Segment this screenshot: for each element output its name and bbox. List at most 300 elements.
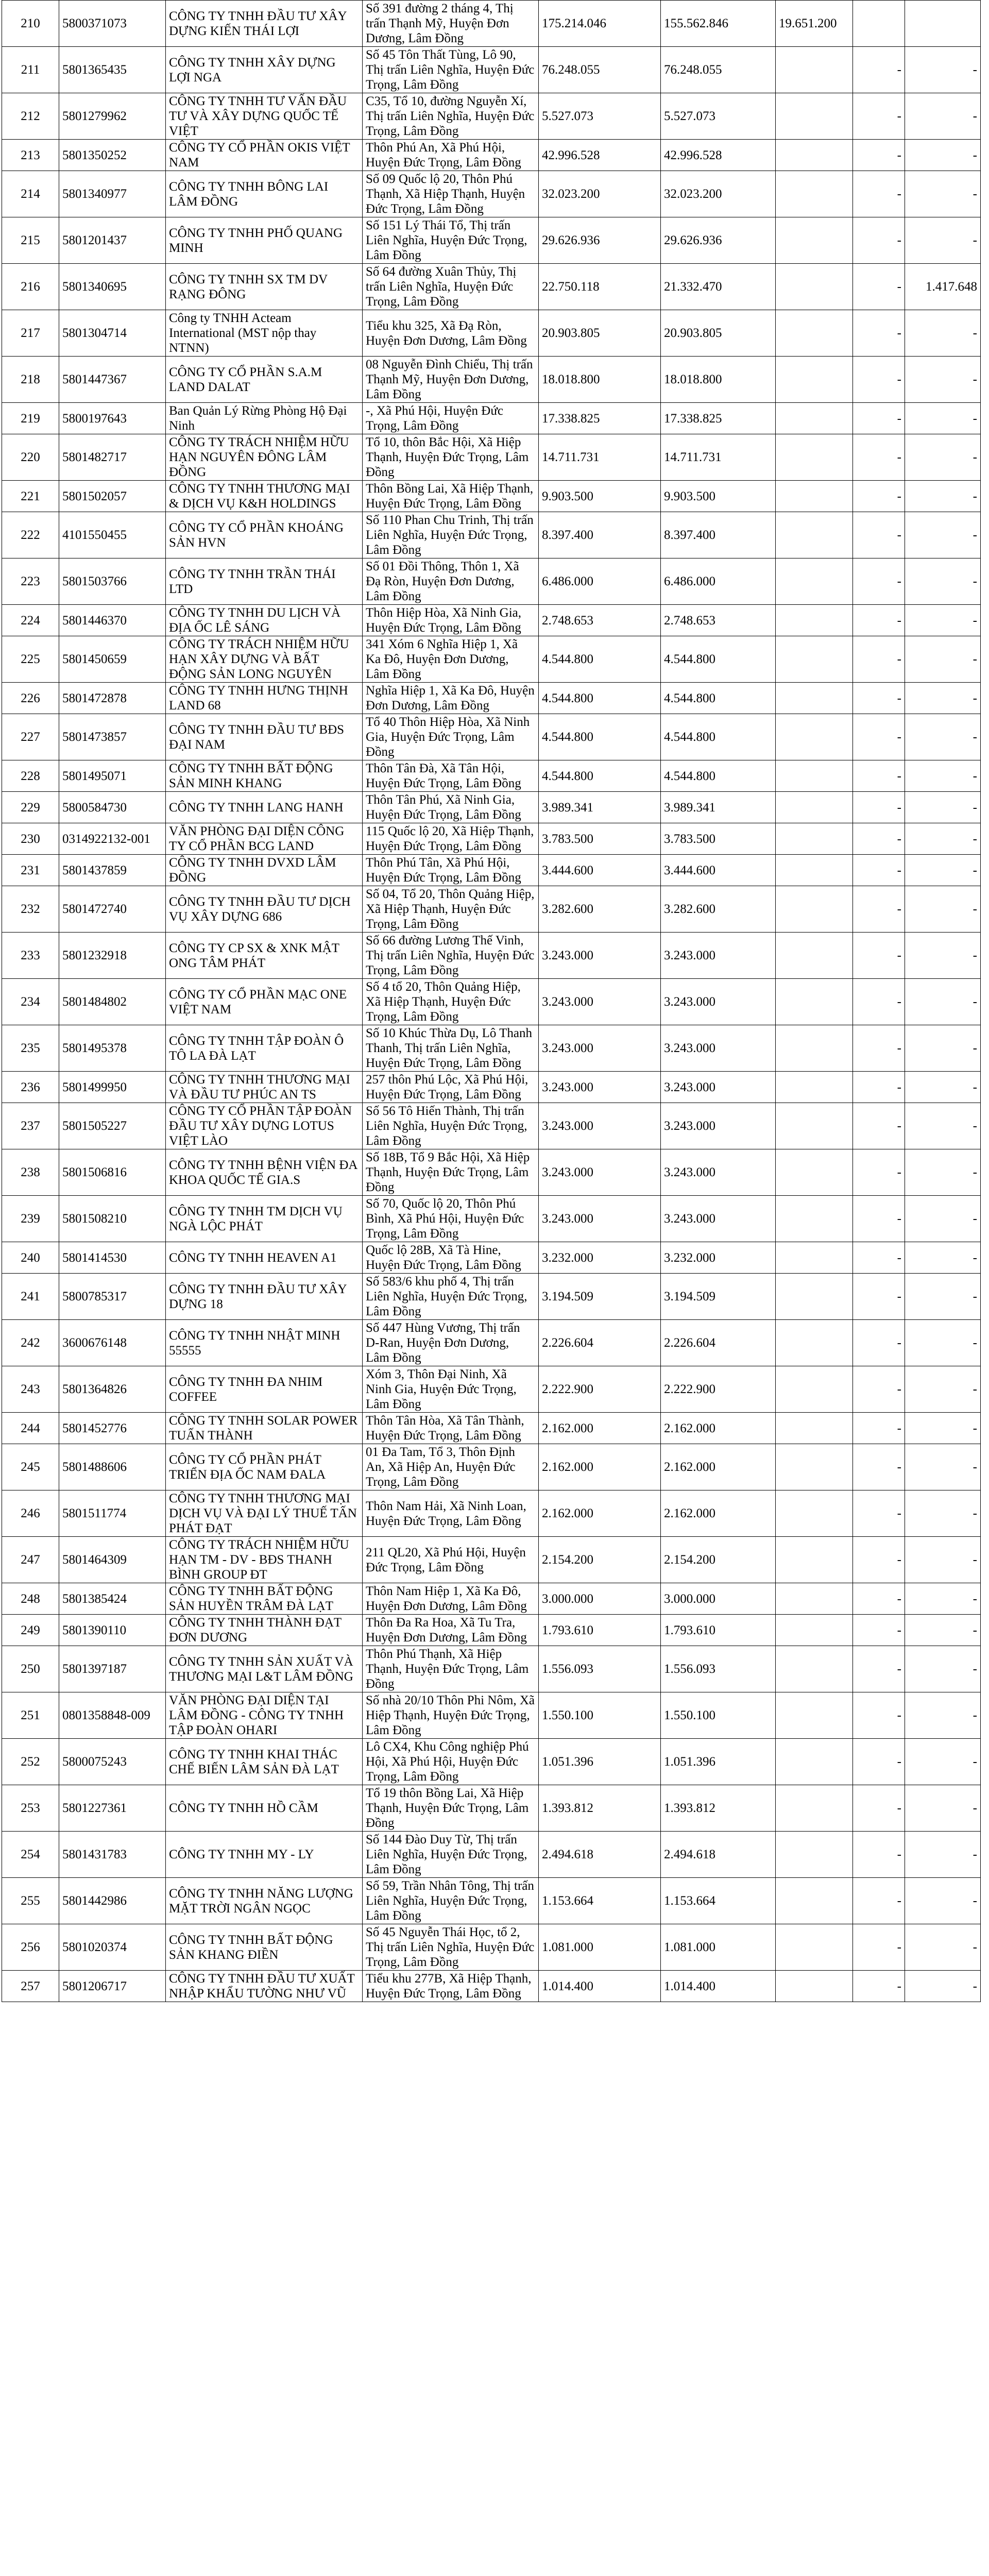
company-address: Số 66 đường Lương Thế Vinh, Thị trấn Liên Nghĩa, Huyện Đức Trọng, Lâm Đồng <box>363 933 539 979</box>
total-debt: 3.243.000 <box>539 1149 661 1196</box>
debt-column-4: - <box>853 1072 905 1103</box>
table-row <box>2 933 981 979</box>
company-address: Số 59, Trần Nhân Tông, Thị trấn Liên Nghĩa, Huyện Đức Trọng, Lâm Đồng <box>363 1878 539 1924</box>
tax-code: 5801511774 <box>59 1490 166 1537</box>
debt-column-2: 3.194.509 <box>661 1274 776 1320</box>
debt-column-3 <box>776 1583 853 1615</box>
total-debt: 22.750.118 <box>539 264 661 310</box>
debt-column-4: - <box>853 1242 905 1274</box>
company-address: Số 583/6 khu phố 4, Thị trấn Liên Nghĩa, Huyện Đức Trọng, Lâm Đồng <box>363 1274 539 1320</box>
company-name: CÔNG TY TNHH ĐẦU TƯ XUẤT NHẬP KHẨU TƯỜNG NHƯ VŨ <box>166 1971 363 2002</box>
debt-column-2: 3.243.000 <box>661 979 776 1025</box>
company-name: CÔNG TY CỔ PHẦN KHOÁNG SẢN HVN <box>166 512 363 558</box>
debt-column-4: - <box>853 558 905 605</box>
debt-column-4: - <box>853 886 905 933</box>
debt-column-5: - <box>905 1878 981 1924</box>
debt-column-3 <box>776 93 853 140</box>
company-address: Số nhà 20/10 Thôn Phi Nôm, Xã Hiệp Thạnh, Huyện Đức Trọng, Lâm Đồng <box>363 1692 539 1739</box>
row-number: 253 <box>2 1785 59 1832</box>
table-row <box>2 357 981 403</box>
company-name: CÔNG TY TNHH BẤT ĐỘNG SẢN MINH KHANG <box>166 760 363 792</box>
company-name: CÔNG TY TNHH BẤT ĐỘNG SẢN HUYỀN TRÂM ĐÀ LẠT <box>166 1583 363 1615</box>
row-number: 211 <box>2 47 59 93</box>
total-debt: 2.226.604 <box>539 1320 661 1366</box>
company-name: CÔNG TY TRÁCH NHIỆM HỮU HẠN NGUYÊN ĐÔNG LÂM ĐỒNG <box>166 434 363 481</box>
debt-column-2: 3.243.000 <box>661 933 776 979</box>
company-name: CÔNG TY TNHH BẤT ĐỘNG SẢN KHANG ĐIỀN <box>166 1924 363 1971</box>
debt-column-3 <box>776 1072 853 1103</box>
debt-column-5: - <box>905 823 981 855</box>
row-number: 242 <box>2 1320 59 1366</box>
debt-column-5: - <box>905 171 981 217</box>
table-row <box>2 558 981 605</box>
debt-column-4: - <box>853 979 905 1025</box>
debt-column-3 <box>776 855 853 886</box>
debt-column-3 <box>776 605 853 636</box>
tax-code: 5800371073 <box>59 1 166 47</box>
debt-column-3 <box>776 636 853 683</box>
company-name: CÔNG TY TNHH SX TM DV RẠNG ĐÔNG <box>166 264 363 310</box>
debt-column-4: - <box>853 1615 905 1646</box>
tax-code: 5801499950 <box>59 1072 166 1103</box>
debt-column-4: - <box>853 1025 905 1072</box>
company-name: CÔNG TY TNHH THƯƠNG MẠI DỊCH VỤ VÀ ĐẠI LÝ THUẾ TẤN PHÁT ĐẠT <box>166 1490 363 1537</box>
debt-column-3 <box>776 1366 853 1413</box>
debt-column-5: - <box>905 886 981 933</box>
company-address: Số 70, Quốc lộ 20, Thôn Phú Bình, Xã Phú Hội, Huyện Đức Trọng, Lâm Đồng <box>363 1196 539 1242</box>
debt-column-4: - <box>853 683 905 714</box>
tax-code: 5801279962 <box>59 93 166 140</box>
row-number: 250 <box>2 1646 59 1692</box>
table-row <box>2 512 981 558</box>
debt-column-4: - <box>853 855 905 886</box>
table-row <box>2 1537 981 1583</box>
tax-code: 5801452776 <box>59 1413 166 1444</box>
tax-code: 5801414530 <box>59 1242 166 1274</box>
company-address: Nghĩa Hiệp 1, Xã Ka Đô, Huyện Đơn Dương, Lâm Đồng <box>363 683 539 714</box>
tax-code: 5801447367 <box>59 357 166 403</box>
tax-code: 5801431783 <box>59 1832 166 1878</box>
total-debt: 9.903.500 <box>539 481 661 512</box>
company-address: Số 04, Tổ 20, Thôn Quảng Hiệp, Xã Hiệp Thạnh, Huyện Đức Trọng, Lâm Đồng <box>363 886 539 933</box>
row-number: 236 <box>2 1072 59 1103</box>
debt-column-2: 3.232.000 <box>661 1242 776 1274</box>
table-row <box>2 636 981 683</box>
row-number: 227 <box>2 714 59 760</box>
debt-column-3 <box>776 434 853 481</box>
debt-column-2: 2.748.653 <box>661 605 776 636</box>
debt-column-2: 4.544.800 <box>661 714 776 760</box>
table-row <box>2 855 981 886</box>
total-debt: 3.243.000 <box>539 1072 661 1103</box>
company-name: CÔNG TY TNHH NHẬT MINH 55555 <box>166 1320 363 1366</box>
debt-column-5: - <box>905 47 981 93</box>
tax-code: 5801232918 <box>59 933 166 979</box>
row-number: 233 <box>2 933 59 979</box>
tax-code: 5801442986 <box>59 1878 166 1924</box>
debt-column-2: 2.162.000 <box>661 1490 776 1537</box>
total-debt: 3.243.000 <box>539 979 661 1025</box>
total-debt: 2.162.000 <box>539 1413 661 1444</box>
debt-column-5: - <box>905 979 981 1025</box>
company-address: Số 10 Khúc Thừa Dụ, Lô Thanh Thanh, Thị trấn Liên Nghĩa, Huyện Đức Trọng, Lâm Đồng <box>363 1025 539 1072</box>
debt-column-4: - <box>853 434 905 481</box>
debt-column-5: - <box>905 217 981 264</box>
debt-column-5: - <box>905 1149 981 1196</box>
row-number: 224 <box>2 605 59 636</box>
total-debt: 1.393.812 <box>539 1785 661 1832</box>
tax-code: 5801206717 <box>59 1971 166 2002</box>
debt-column-2: 4.544.800 <box>661 760 776 792</box>
debt-column-4: - <box>853 1413 905 1444</box>
debt-column-3 <box>776 1274 853 1320</box>
debt-column-3 <box>776 1025 853 1072</box>
company-address: Số 64 đường Xuân Thủy, Thị trấn Liên Nghĩa, Huyện Đức Trọng, Lâm Đồng <box>363 264 539 310</box>
row-number: 241 <box>2 1274 59 1320</box>
total-debt: 3.444.600 <box>539 855 661 886</box>
table-row <box>2 93 981 140</box>
debt-column-2: 1.051.396 <box>661 1739 776 1785</box>
debt-column-2: 18.018.800 <box>661 357 776 403</box>
company-address: Số 144 Đào Duy Từ, Thị trấn Liên Nghĩa, Huyện Đức Trọng, Lâm Đồng <box>363 1832 539 1878</box>
row-number: 231 <box>2 855 59 886</box>
row-number: 229 <box>2 792 59 823</box>
company-address: Số 151 Lý Thái Tổ, Thị trấn Liên Nghĩa, Huyện Đức Trọng, Lâm Đồng <box>363 217 539 264</box>
debt-column-3 <box>776 1646 853 1692</box>
total-debt: 4.544.800 <box>539 760 661 792</box>
debt-column-3 <box>776 683 853 714</box>
debt-column-5: - <box>905 1103 981 1149</box>
table-row <box>2 1615 981 1646</box>
tax-code: 5801227361 <box>59 1785 166 1832</box>
table-row <box>2 1366 981 1413</box>
table-row <box>2 217 981 264</box>
tax-code: 5801472740 <box>59 886 166 933</box>
table-row <box>2 1739 981 1785</box>
total-debt: 3.000.000 <box>539 1583 661 1615</box>
debt-column-3 <box>776 310 853 357</box>
debt-column-3 <box>776 47 853 93</box>
debt-column-3 <box>776 357 853 403</box>
debt-column-3 <box>776 1878 853 1924</box>
total-debt: 1.051.396 <box>539 1739 661 1785</box>
total-debt: 3.243.000 <box>539 933 661 979</box>
debt-column-3 <box>776 481 853 512</box>
debt-column-4: - <box>853 933 905 979</box>
debt-column-4: - <box>853 1274 905 1320</box>
debt-column-2: 155.562.846 <box>661 1 776 47</box>
table-row <box>2 1971 981 2002</box>
table-row <box>2 47 981 93</box>
debt-column-4: - <box>853 1583 905 1615</box>
debt-column-2: 20.903.805 <box>661 310 776 357</box>
debt-column-4: - <box>853 1196 905 1242</box>
debt-column-3 <box>776 140 853 171</box>
table-row <box>2 760 981 792</box>
debt-column-2: 2.222.900 <box>661 1366 776 1413</box>
total-debt: 2.748.653 <box>539 605 661 636</box>
company-address: Thôn Nam Hiệp 1, Xã Ka Đô, Huyện Đơn Dương, Lâm Đồng <box>363 1583 539 1615</box>
tax-code: 0314922132-001 <box>59 823 166 855</box>
company-address: Thôn Phú An, Xã Phú Hội, Huyện Đức Trọng, Lâm Đồng <box>363 140 539 171</box>
tax-code: 5801340977 <box>59 171 166 217</box>
tax-code: 5801506816 <box>59 1149 166 1196</box>
company-name: CÔNG TY TNHH TƯ VẤN ĐẦU TƯ VÀ XÂY DỰNG QUỐC TẾ VIỆT <box>166 93 363 140</box>
tax-code: 5801488606 <box>59 1444 166 1490</box>
debt-column-2: 3.243.000 <box>661 1149 776 1196</box>
row-number: 218 <box>2 357 59 403</box>
debt-column-2: 1.081.000 <box>661 1924 776 1971</box>
tax-code: 5801020374 <box>59 1924 166 1971</box>
table-row <box>2 1072 981 1103</box>
debt-column-3 <box>776 1242 853 1274</box>
table-row <box>2 605 981 636</box>
company-address: Thôn Tân Đà, Xã Tân Hội, Huyện Đức Trọng, Lâm Đồng <box>363 760 539 792</box>
row-number: 257 <box>2 1971 59 2002</box>
row-number: 220 <box>2 434 59 481</box>
debt-column-4: - <box>853 760 905 792</box>
debt-column-3 <box>776 979 853 1025</box>
table-row <box>2 1 981 47</box>
row-number: 254 <box>2 1832 59 1878</box>
row-number: 221 <box>2 481 59 512</box>
debt-column-2: 2.154.200 <box>661 1537 776 1583</box>
tax-code: 5801495378 <box>59 1025 166 1072</box>
company-name: CÔNG TY TNHH HỒ CẦM <box>166 1785 363 1832</box>
debt-column-4: - <box>853 171 905 217</box>
table-row <box>2 1646 981 1692</box>
debt-column-4: - <box>853 1646 905 1692</box>
debt-column-2: 2.162.000 <box>661 1413 776 1444</box>
company-address: Số 56 Tô Hiến Thành, Thị trấn Liên Nghĩa, Huyện Đức Trọng, Lâm Đồng <box>363 1103 539 1149</box>
total-debt: 2.494.618 <box>539 1832 661 1878</box>
total-debt: 2.162.000 <box>539 1444 661 1490</box>
row-number: 243 <box>2 1366 59 1413</box>
company-name: CÔNG TY TNHH HƯNG THỊNH LAND 68 <box>166 683 363 714</box>
debt-column-4: - <box>853 1832 905 1878</box>
debt-column-2: 2.162.000 <box>661 1444 776 1490</box>
debt-column-5: 1.417.648 <box>905 264 981 310</box>
debt-column-2: 1.556.093 <box>661 1646 776 1692</box>
tax-code: 5801385424 <box>59 1583 166 1615</box>
debt-column-4: - <box>853 1490 905 1537</box>
debt-column-4: - <box>853 264 905 310</box>
company-address: Tiểu khu 325, Xã Đạ Ròn, Huyện Đơn Dương, Lâm Đồng <box>363 310 539 357</box>
row-number: 225 <box>2 636 59 683</box>
total-debt: 4.544.800 <box>539 636 661 683</box>
row-number: 210 <box>2 1 59 47</box>
total-debt: 20.903.805 <box>539 310 661 357</box>
debt-column-5: - <box>905 792 981 823</box>
debt-column-5: - <box>905 1366 981 1413</box>
debt-column-5: - <box>905 1615 981 1646</box>
total-debt: 18.018.800 <box>539 357 661 403</box>
debt-column-3 <box>776 760 853 792</box>
table-body <box>2 1 981 2002</box>
tax-code: 5801201437 <box>59 217 166 264</box>
debt-column-5: - <box>905 1924 981 1971</box>
table-row <box>2 171 981 217</box>
debt-column-5: - <box>905 1692 981 1739</box>
debt-column-5: - <box>905 1646 981 1692</box>
company-name: CÔNG TY TNHH ĐẦU TƯ DỊCH VỤ XÂY DỰNG 686 <box>166 886 363 933</box>
debt-column-3 <box>776 1615 853 1646</box>
debt-column-3 <box>776 792 853 823</box>
total-debt: 175.214.046 <box>539 1 661 47</box>
debt-column-4: - <box>853 1971 905 2002</box>
debt-column-4: - <box>853 1739 905 1785</box>
total-debt: 3.194.509 <box>539 1274 661 1320</box>
debt-column-5: - <box>905 357 981 403</box>
debt-column-4: - <box>853 1444 905 1490</box>
tax-code: 5800785317 <box>59 1274 166 1320</box>
company-name: Công ty TNHH Acteam International (MST nộp thay NTNN) <box>166 310 363 357</box>
row-number: 252 <box>2 1739 59 1785</box>
company-address: Tổ 10, thôn Bắc Hội, Xã Hiệp Thạnh, Huyện Đức Trọng, Lâm Đồng <box>363 434 539 481</box>
company-name: CÔNG TY TNHH BỆNH VIỆN ĐA KHOA QUỐC TẾ GIA.S <box>166 1149 363 1196</box>
debt-column-3 <box>776 1103 853 1149</box>
tax-code: 5801350252 <box>59 140 166 171</box>
debt-column-2: 3.243.000 <box>661 1196 776 1242</box>
row-number: 222 <box>2 512 59 558</box>
table-row <box>2 979 981 1025</box>
company-address: Số 01 Đồi Thông, Thôn 1, Xã Đạ Ròn, Huyện Đơn Dương, Lâm Đồng <box>363 558 539 605</box>
row-number: 217 <box>2 310 59 357</box>
company-address: Thôn Bồng Lai, Xã Hiệp Thạnh, Huyện Đức Trọng, Lâm Đồng <box>363 481 539 512</box>
table-row <box>2 1320 981 1366</box>
debt-column-4: - <box>853 792 905 823</box>
company-name: CÔNG TY CP SX & XNK MẬT ONG TÂM PHÁT <box>166 933 363 979</box>
table-row <box>2 1103 981 1149</box>
tax-code: 5801472878 <box>59 683 166 714</box>
debt-column-3 <box>776 264 853 310</box>
tax-code: 5801365435 <box>59 47 166 93</box>
company-address: -, Xã Phú Hội, Huyện Đức Trọng, Lâm Đồng <box>363 403 539 434</box>
tax-code: 5801437859 <box>59 855 166 886</box>
debt-column-5: - <box>905 1413 981 1444</box>
total-debt: 5.527.073 <box>539 93 661 140</box>
debt-column-4: - <box>853 1103 905 1149</box>
table-row <box>2 886 981 933</box>
company-name: CÔNG TY TNHH TRẦN THÁI LTD <box>166 558 363 605</box>
table-row <box>2 1692 981 1739</box>
debt-column-2: 3.000.000 <box>661 1583 776 1615</box>
company-name: CÔNG TY TNHH DVXD LÂM ĐỒNG <box>166 855 363 886</box>
tax-code: 5801340695 <box>59 264 166 310</box>
debt-column-4: - <box>853 1692 905 1739</box>
company-name: CÔNG TY TRÁCH NHIỆM HỮU HẠN XÂY DỰNG VÀ BẤT ĐỘNG SẢN LONG NGUYÊN <box>166 636 363 683</box>
debt-column-5: - <box>905 1196 981 1242</box>
tax-code: 5800197643 <box>59 403 166 434</box>
row-number: 213 <box>2 140 59 171</box>
debt-column-3 <box>776 1320 853 1366</box>
debt-column-2: 8.397.400 <box>661 512 776 558</box>
row-number: 247 <box>2 1537 59 1583</box>
debt-column-4: - <box>853 714 905 760</box>
company-address: Số 45 Nguyễn Thái Học, tổ 2, Thị trấn Liên Nghĩa, Huyện Đức Trọng, Lâm Đồng <box>363 1924 539 1971</box>
company-name: CÔNG TY TNHH ĐA NHIM COFFEE <box>166 1366 363 1413</box>
debt-column-3 <box>776 886 853 933</box>
row-number: 255 <box>2 1878 59 1924</box>
tax-code: 3600676148 <box>59 1320 166 1366</box>
debt-column-4: - <box>853 1878 905 1924</box>
company-name: CÔNG TY TNHH NĂNG LƯỢNG MẶT TRỜI NGÂN NGỌC <box>166 1878 363 1924</box>
debt-column-4: - <box>853 481 905 512</box>
debt-column-3 <box>776 512 853 558</box>
company-name: CÔNG TY TNHH ĐẦU TƯ XÂY DỰNG 18 <box>166 1274 363 1320</box>
tax-code: 4101550455 <box>59 512 166 558</box>
table-row <box>2 1274 981 1320</box>
total-debt: 2.222.900 <box>539 1366 661 1413</box>
table-row <box>2 1832 981 1878</box>
debt-column-2: 9.903.500 <box>661 481 776 512</box>
total-debt: 76.248.055 <box>539 47 661 93</box>
company-name: CÔNG TY TNHH TM DỊCH VỤ NGÀ LỘC PHÁT <box>166 1196 363 1242</box>
company-address: 115 Quốc lộ 20, Xã Hiệp Thạnh, Huyện Đức Trọng, Lâm Đồng <box>363 823 539 855</box>
company-name: VĂN PHÒNG ĐẠI DIỆN CÔNG TY CỔ PHẦN BCG LAND <box>166 823 363 855</box>
table-row <box>2 1785 981 1832</box>
debt-column-3 <box>776 171 853 217</box>
company-address: Quốc lộ 28B, Xã Tà Hine, Huyện Đức Trọng, Lâm Đồng <box>363 1242 539 1274</box>
table-row <box>2 792 981 823</box>
debt-column-2: 21.332.470 <box>661 264 776 310</box>
debt-column-3 <box>776 1832 853 1878</box>
table-row <box>2 1149 981 1196</box>
debt-column-3 <box>776 1196 853 1242</box>
company-address: C35, Tổ 10, đường Nguyễn Xí, Thị trấn Liên Nghĩa, Huyện Đức Trọng, Lâm Đồng <box>363 93 539 140</box>
tax-code: 5801484802 <box>59 979 166 1025</box>
debt-column-2: 4.544.800 <box>661 636 776 683</box>
tax-code: 5800075243 <box>59 1739 166 1785</box>
table-row <box>2 1924 981 1971</box>
row-number: 240 <box>2 1242 59 1274</box>
row-number: 248 <box>2 1583 59 1615</box>
tax-code: 5801505227 <box>59 1103 166 1149</box>
debt-column-5: - <box>905 1971 981 2002</box>
total-debt: 3.243.000 <box>539 1196 661 1242</box>
tax-code: 5801502057 <box>59 481 166 512</box>
total-debt: 17.338.825 <box>539 403 661 434</box>
company-address: 211 QL20, Xã Phú Hội, Huyện Đức Trọng, Lâm Đồng <box>363 1537 539 1583</box>
tax-code: 5801482717 <box>59 434 166 481</box>
company-name: CÔNG TY TNHH MY - LY <box>166 1832 363 1878</box>
row-number: 256 <box>2 1924 59 1971</box>
debt-column-2: 1.793.610 <box>661 1615 776 1646</box>
company-name: CÔNG TY TNHH TẬP ĐOÀN Ô TÔ LA ĐÀ LẠT <box>166 1025 363 1072</box>
debt-column-2: 3.243.000 <box>661 1072 776 1103</box>
company-address: Số 09 Quốc lộ 20, Thôn Phú Thạnh, Xã Hiệp Thạnh, Huyện Đức Trọng, Lâm Đồng <box>363 171 539 217</box>
table-row <box>2 1583 981 1615</box>
debt-column-2: 6.486.000 <box>661 558 776 605</box>
company-address: Thôn Hiệp Hòa, Xã Ninh Gia, Huyện Đức Trọng, Lâm Đồng <box>363 605 539 636</box>
table-row <box>2 264 981 310</box>
debt-column-5: - <box>905 1242 981 1274</box>
row-number: 249 <box>2 1615 59 1646</box>
row-number: 238 <box>2 1149 59 1196</box>
company-name: CÔNG TY CỔ PHẦN TẬP ĐOÀN ĐẦU TƯ XÂY DỰNG LOTUS VIỆT LÀO <box>166 1103 363 1149</box>
tax-code: 5801397187 <box>59 1646 166 1692</box>
company-name: CÔNG TY TNHH THƯƠNG MẠI & DỊCH VỤ K&H HOLDINGS <box>166 481 363 512</box>
company-name: CÔNG TY TNHH SOLAR POWER TUẤN THÀNH <box>166 1413 363 1444</box>
debt-column-4: - <box>853 636 905 683</box>
table-row <box>2 683 981 714</box>
table-row <box>2 403 981 434</box>
company-name: CÔNG TY TNHH XÂY DỰNG LỢI NGA <box>166 47 363 93</box>
table-row <box>2 714 981 760</box>
debt-column-3 <box>776 1692 853 1739</box>
debt-column-5: - <box>905 1537 981 1583</box>
company-address: 08 Nguyễn Đình Chiểu, Thị trấn Thạnh Mỹ, Huyện Đơn Dương, Lâm Đồng <box>363 357 539 403</box>
